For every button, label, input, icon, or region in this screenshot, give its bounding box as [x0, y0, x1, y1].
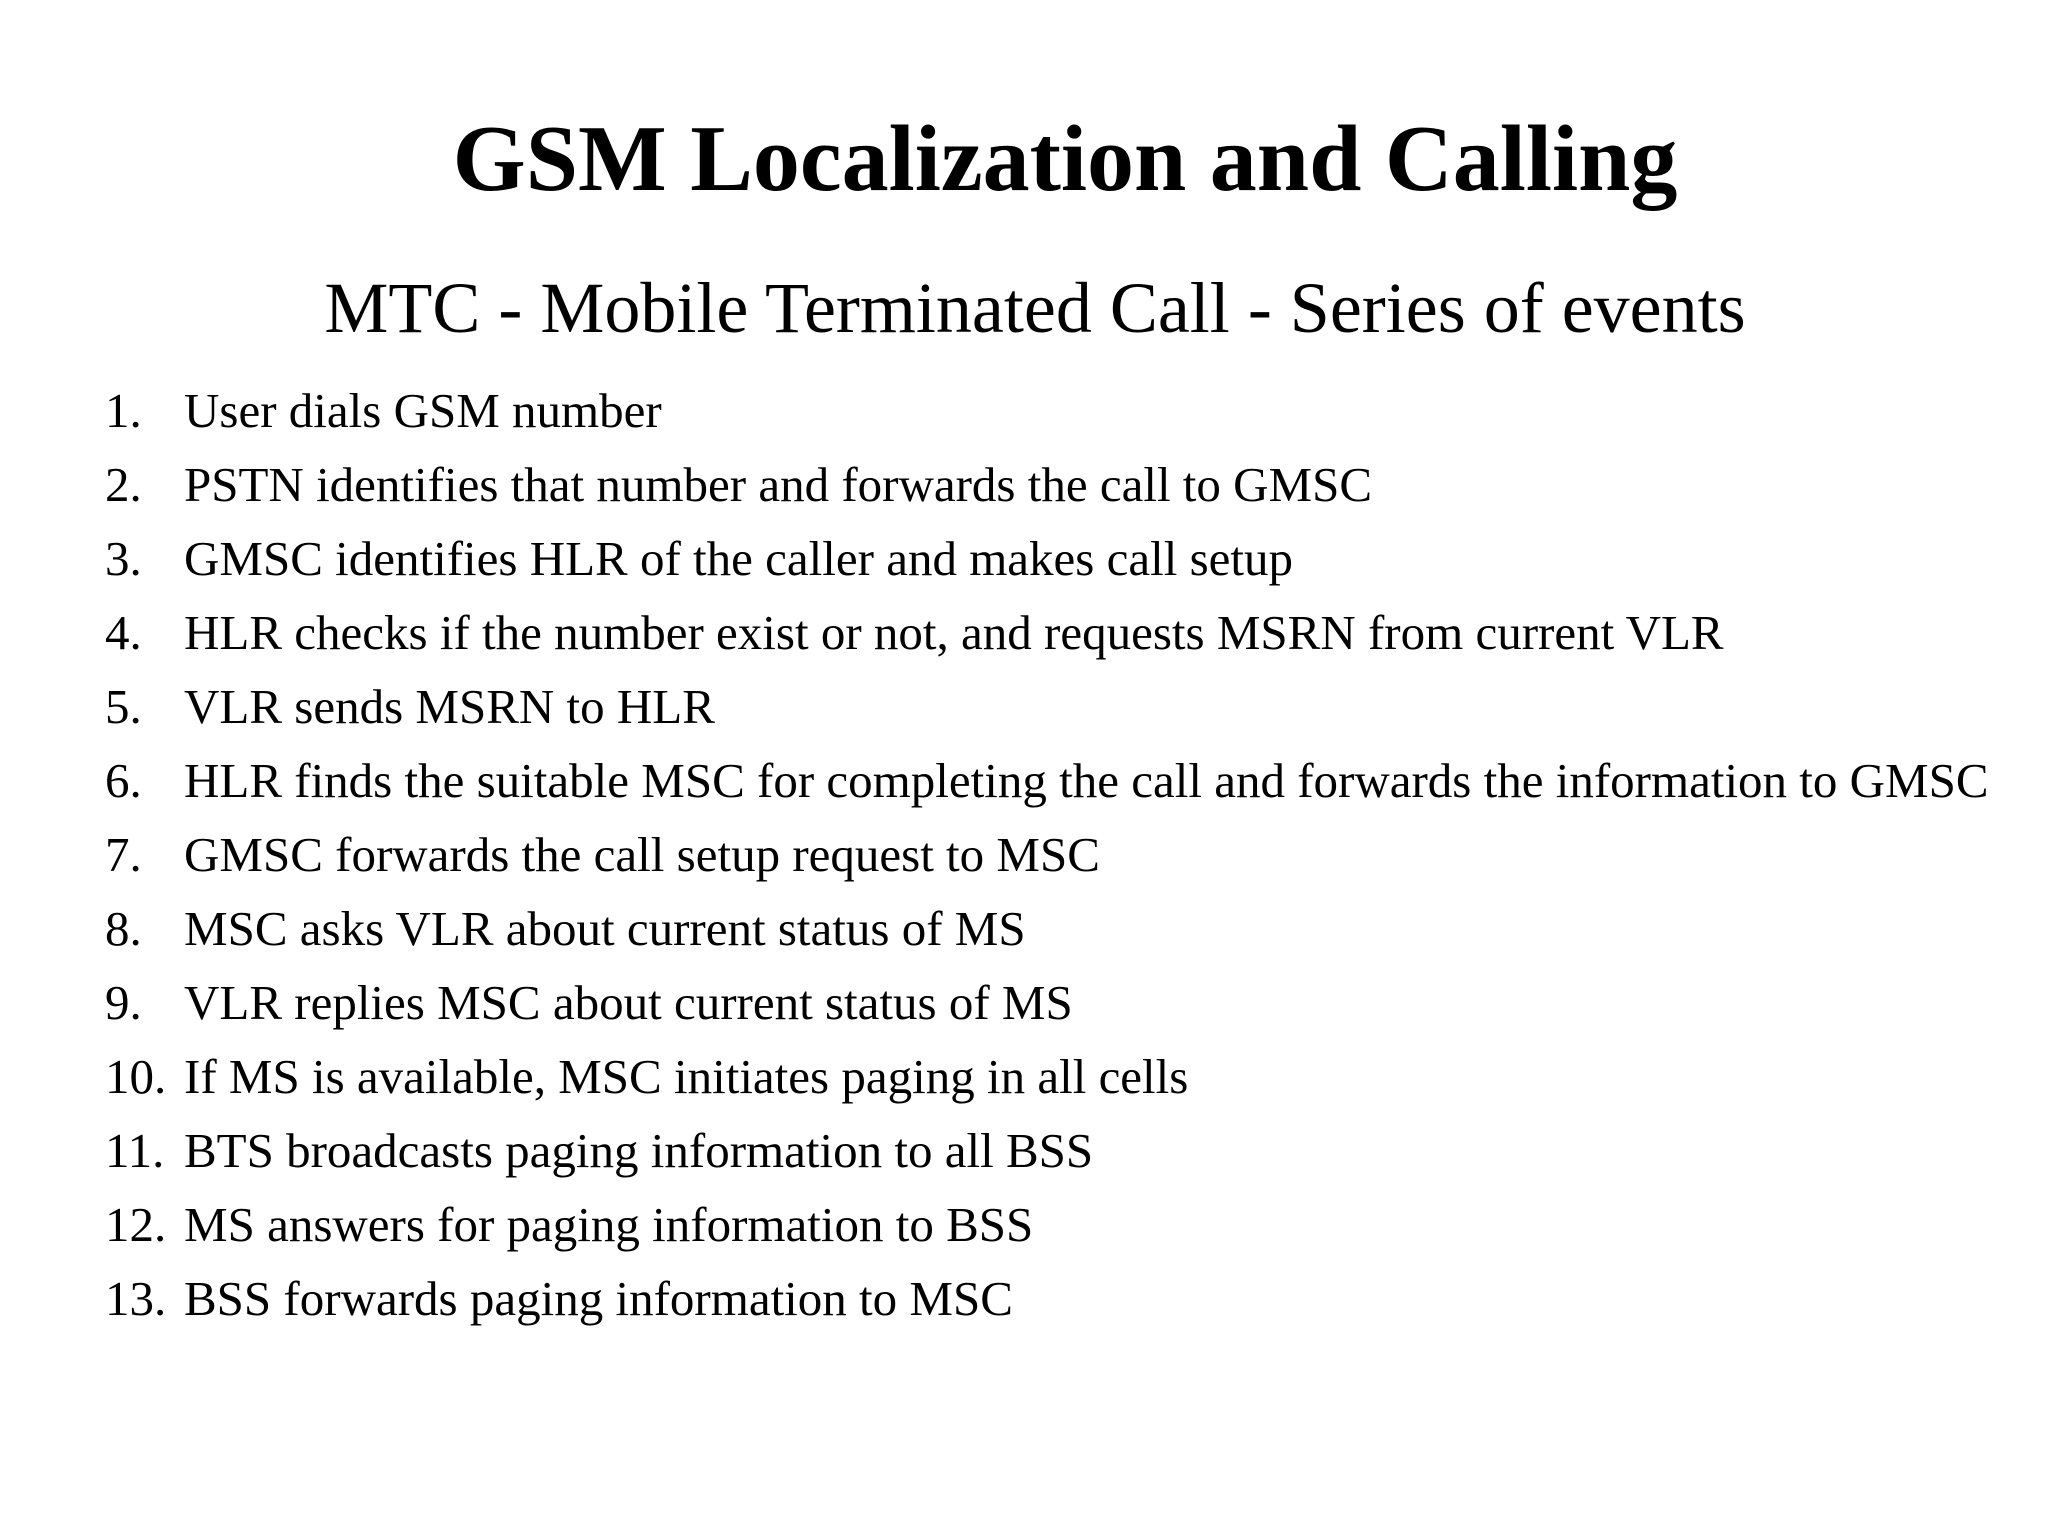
step-item-1: [105, 383, 1995, 438]
step-text: MSC asks VLR about current status of MS: [184, 901, 1026, 956]
step-item-7: [105, 827, 1995, 882]
step-text: BSS forwards paging information to MSC: [184, 1271, 1013, 1326]
step-text: HLR checks if the number exist or not, and requests MSRN from current VLR: [184, 605, 1724, 660]
step-number: 3.: [105, 531, 142, 586]
step-item-11: [105, 1123, 1995, 1178]
step-number: 4.: [105, 605, 142, 660]
step-number: 11.: [105, 1123, 165, 1178]
step-text: PSTN identifies that number and forwards the call to GMSC: [184, 457, 1373, 512]
step-item-9: [105, 975, 1995, 1030]
slide-subtitle: MTC - Mobile Terminated Call - Series of events: [324, 268, 1746, 348]
step-item-12: [105, 1197, 1995, 1252]
step-text: BTS broadcasts paging information to all BSS: [184, 1123, 1094, 1178]
step-text: MS answers for paging information to BSS: [184, 1197, 1034, 1252]
step-item-5: [105, 679, 1995, 734]
step-number: 8.: [105, 901, 142, 956]
step-item-6: [105, 753, 1995, 808]
step-number: 13.: [105, 1271, 167, 1326]
slide-title: GSM Localization and Calling: [452, 107, 1678, 211]
step-text: VLR replies MSC about current status of MS: [184, 975, 1073, 1030]
step-number: 5.: [105, 679, 142, 734]
step-text: GMSC forwards the call setup request to MSC: [184, 827, 1100, 882]
step-text: GMSC identifies HLR of the caller and makes call setup: [184, 531, 1294, 586]
step-text: If MS is available, MSC initiates paging in all cells: [184, 1049, 1189, 1104]
step-item-3: [105, 531, 1995, 586]
step-number: 2.: [105, 457, 142, 512]
step-item-4: [105, 605, 1995, 660]
step-number: 6.: [105, 753, 142, 808]
step-item-8: [105, 901, 1995, 956]
step-item-2: [105, 457, 1995, 512]
step-item-10: [105, 1049, 1995, 1104]
step-item-13: [105, 1271, 1995, 1326]
step-text: HLR finds the suitable MSC for completing the call and forwards the information to GMSC: [184, 753, 1989, 808]
step-number: 7.: [105, 827, 142, 882]
step-number: 1.: [105, 383, 142, 438]
step-number: 12.: [105, 1197, 167, 1252]
step-text: User dials GSM number: [184, 383, 662, 438]
event-steps-list: [105, 383, 1995, 1356]
step-text: VLR sends MSRN to HLR: [184, 679, 715, 734]
step-number: 10.: [105, 1049, 167, 1104]
step-number: 9.: [105, 975, 142, 1030]
